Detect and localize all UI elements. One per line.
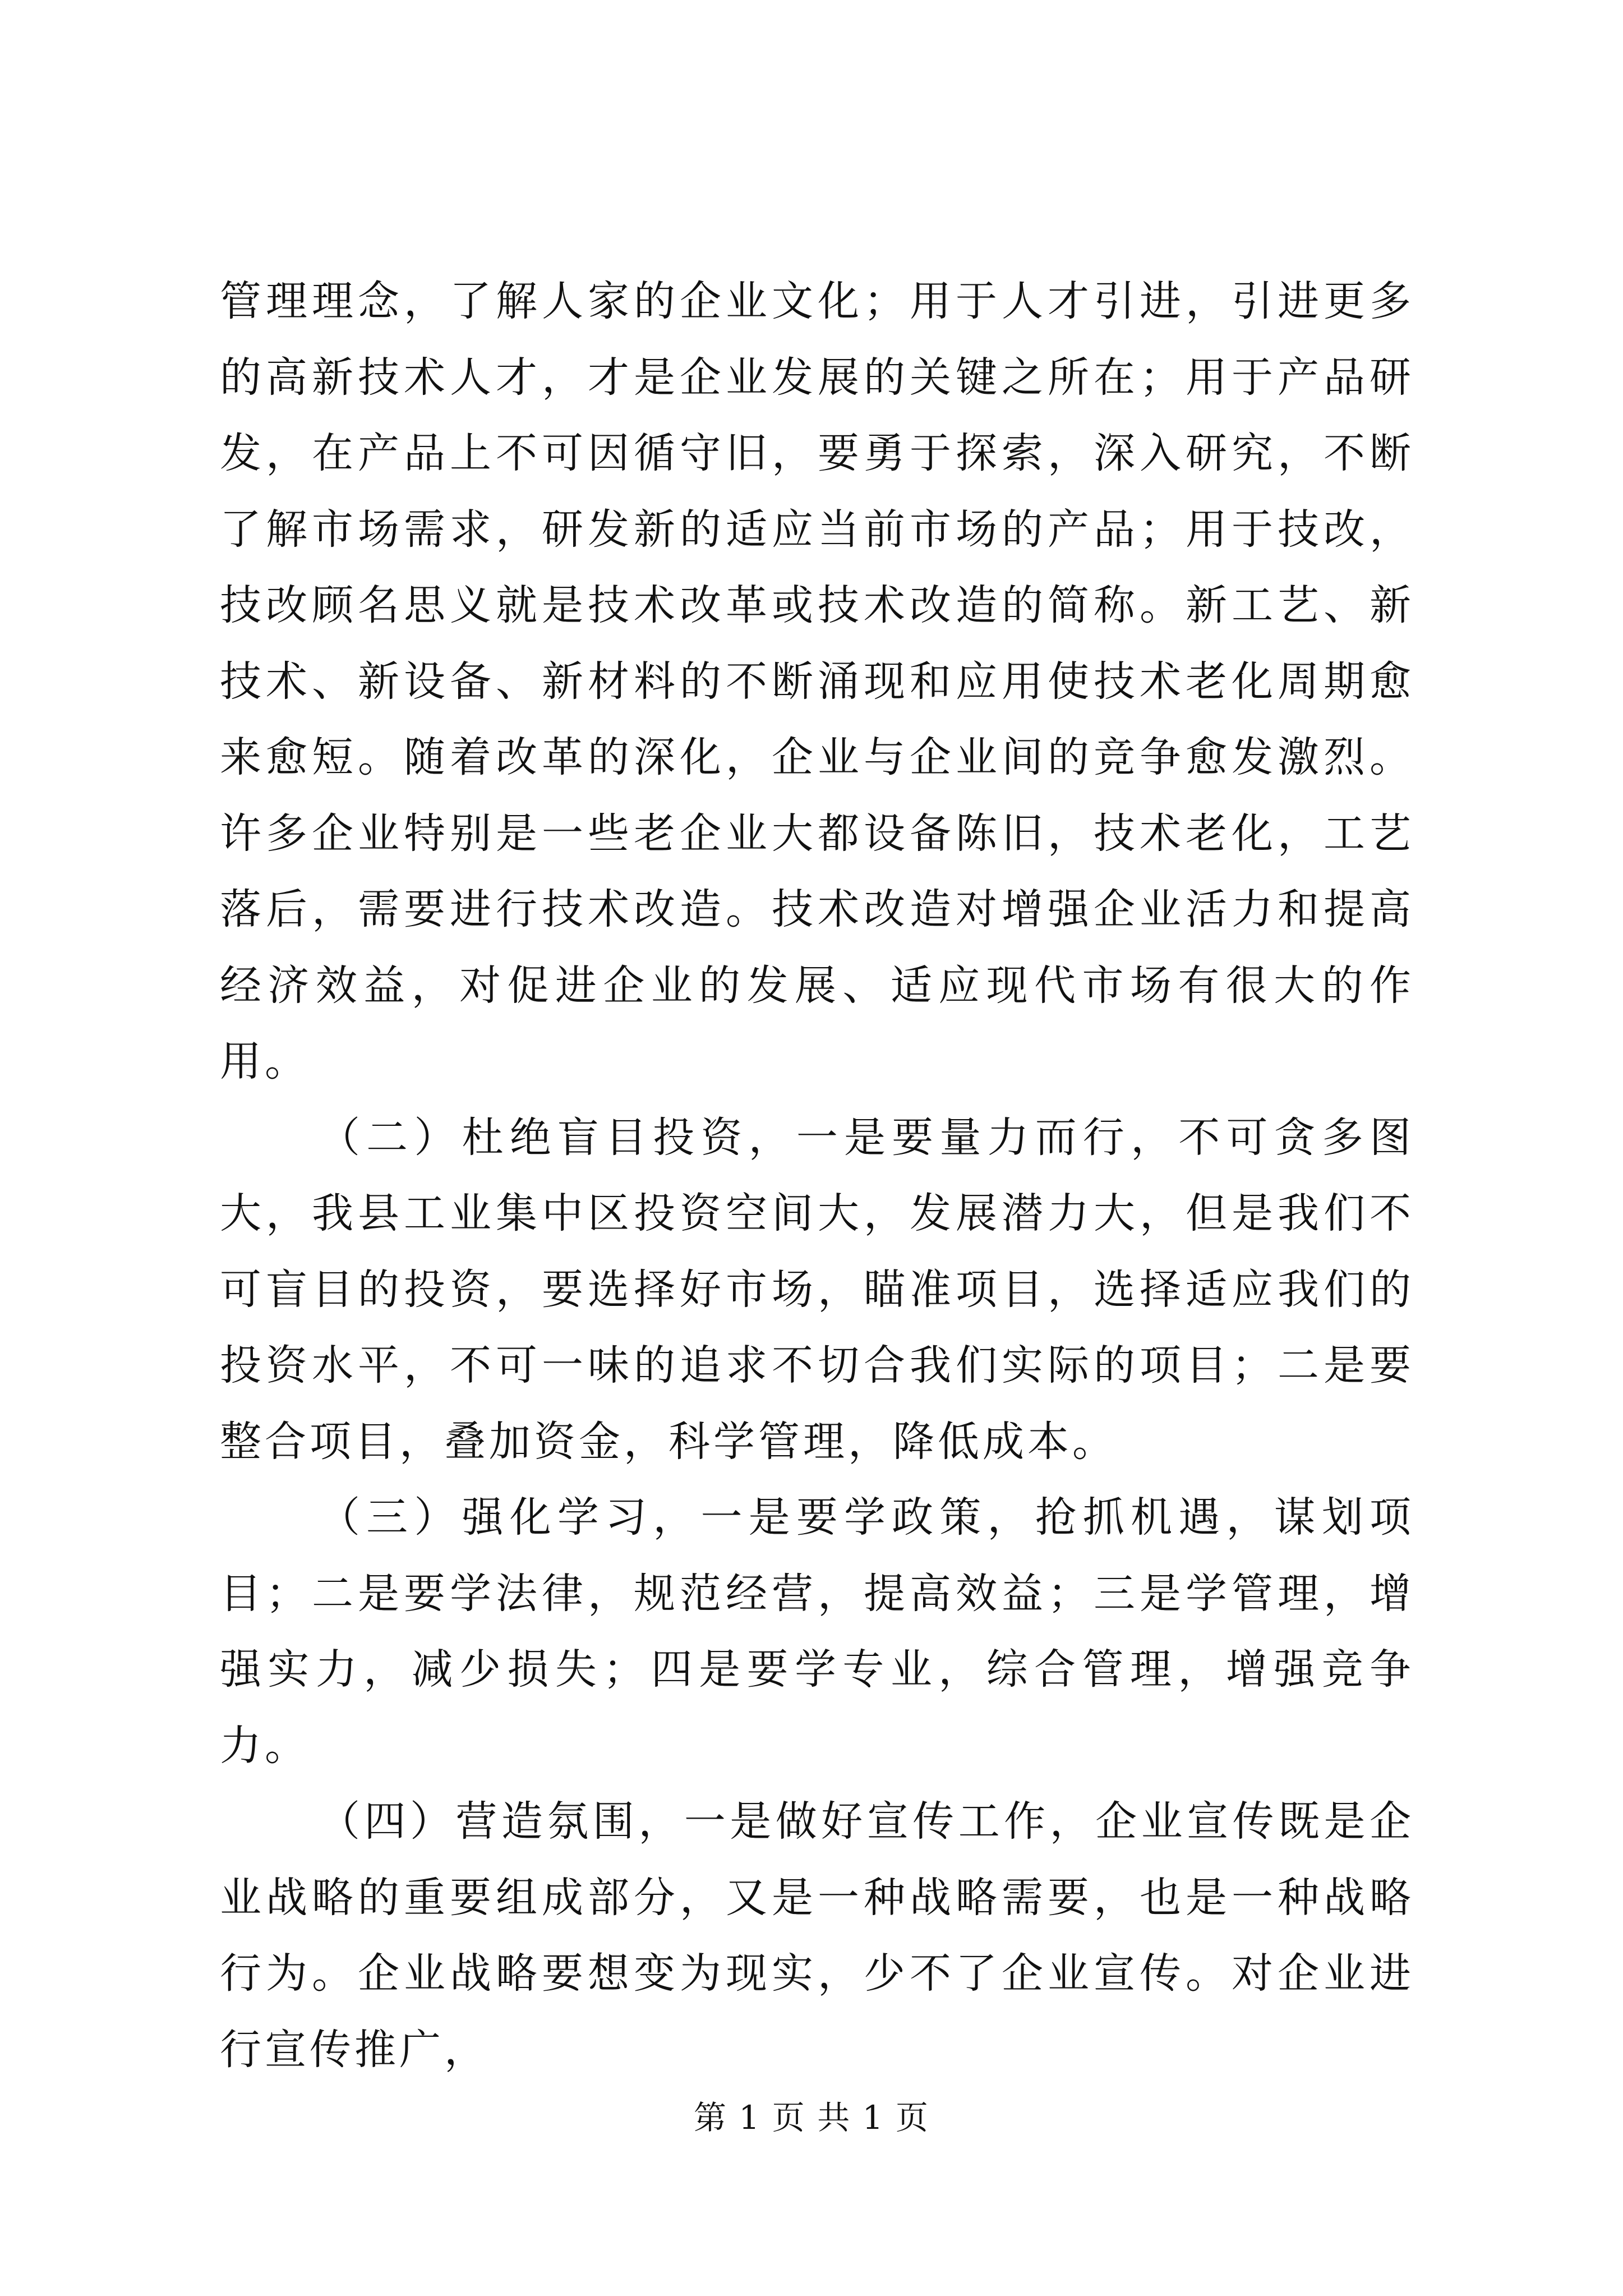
paragraph-continuation: 管理理念，了解人家的企业文化；用于人才引进，引进更多的高新技术人才，才是企业发展的关键之所在；用于产品研发，在产品上不可因循守旧，要勇于探索，深入研究，不断了解市场需求，研发新的适应当前市场的产品；用于技改，技改顾名思义就是技术改革或技术改造的简称。新工艺、新技术、新设备、新材料的不断涌现和应用使技术老化周期愈来愈短。随着改革的深化，企业与企业间的竞争愈发激烈。许多企业特别是一些老企业大都设备陈旧，技术老化，工艺落后，需要进行技术改造。技术改造对增强企业活力和提高经济效益，对促进企业的发展、适应现代市场有很大的作用。: [220, 277, 1414, 1085]
paragraph-section-three: （三）强化学习，一是要学政策，抢抓机遇，谋划项目；二是要学法律，规范经营，提高效益；三是学管理，增强实力，减少损失；四是要学专业，综合管理，增强竞争力。: [220, 1493, 1414, 1770]
paragraph-section-four: （四）营造氛围，一是做好宣传工作，企业宣传既是企业战略的重要组成部分，又是一种战略需要，也是一种战略行为。企业战略要想变为现实，少不了企业宣传。对企业进行宣传推广，: [220, 1797, 1414, 2074]
document-body: [220, 264, 1414, 2088]
paragraph-section-two: （二）杜绝盲目投资，一是要量力而行，不可贪多图大，我县工业集中区投资空间大，发展潜力大，但是我们不可盲目的投资，要选择好市场，瞄准项目，选择适应我们的投资水平，不可一味的追求不切合我们实际的项目；二是要整合项目，叠加资金，科学管理，降低成本。: [220, 1113, 1414, 1466]
page-footer: 第 1 页 共 1 页: [694, 2099, 929, 2137]
